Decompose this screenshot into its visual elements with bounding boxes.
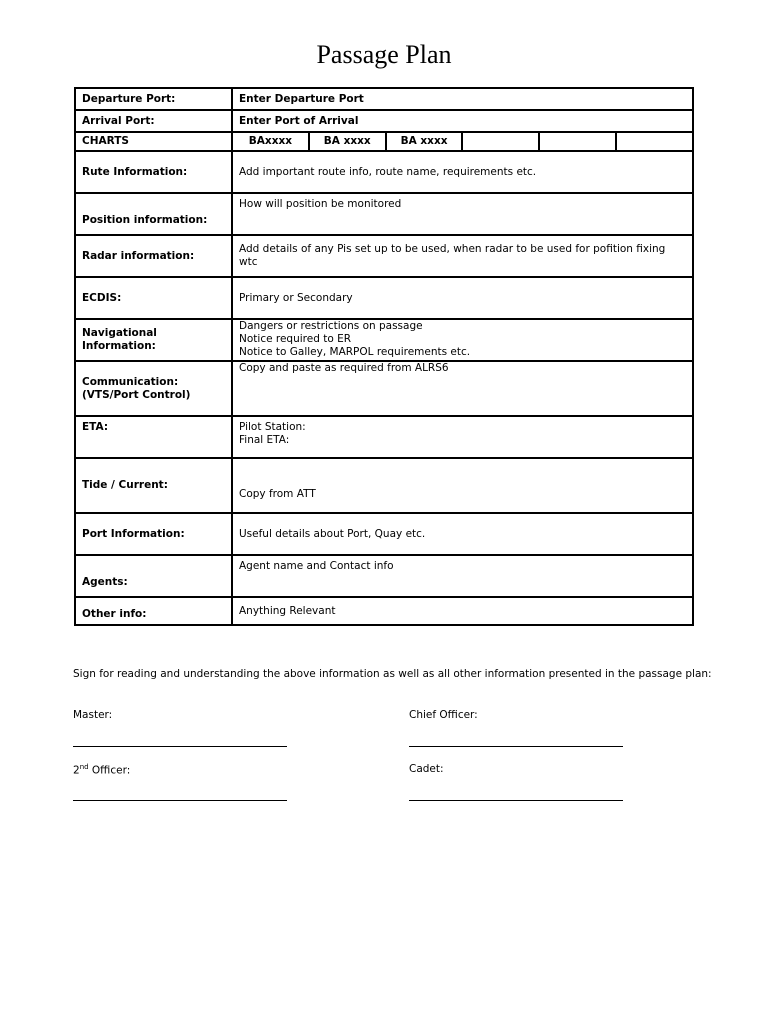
position-value[interactable]: How will position be monitored — [232, 193, 693, 235]
tide-value[interactable]: Copy from ATT — [232, 458, 693, 513]
tide-label: Tide / Current: — [75, 458, 232, 513]
agents-label: Agents: — [75, 555, 232, 597]
position-row — [75, 193, 693, 235]
navigational-line: Notice required to ER — [239, 333, 352, 345]
passage-plan-table — [74, 87, 694, 626]
second-officer-label — [73, 763, 130, 777]
chart-cell[interactable] — [616, 132, 693, 151]
port-row — [75, 513, 693, 555]
sign-instruction: Sign for reading and understanding the above information as well as all other information presented in the passage plan: — [73, 668, 712, 680]
position-label: Position information: — [75, 193, 232, 235]
page-title: Passage Plan — [316, 40, 452, 69]
communication-value[interactable]: Copy and paste as required from ALRS6 — [232, 361, 693, 416]
second-officer-signature-line[interactable] — [73, 800, 287, 801]
ecdis-row — [75, 277, 693, 319]
eta-label: ETA: — [75, 416, 232, 458]
second-officer-text: Officer: — [88, 764, 131, 777]
navigational-line: Notice to Galley, MARPOL requirements etc. — [239, 346, 471, 358]
navigational-value[interactable] — [232, 319, 693, 361]
port-label: Port Information: — [75, 513, 232, 555]
chief-officer-signature-line[interactable] — [409, 746, 623, 747]
chart-cell[interactable]: BAxxxx — [232, 132, 309, 151]
chart-cell[interactable] — [539, 132, 616, 151]
ecdis-value[interactable]: Primary or Secondary — [232, 277, 693, 319]
cadet-label: Cadet: — [409, 763, 444, 775]
departure-label: Departure Port: — [75, 88, 232, 110]
second-officer-number: 2 — [73, 764, 80, 777]
eta-row — [75, 416, 693, 458]
chief-officer-label: Chief Officer: — [409, 709, 478, 721]
chart-cell[interactable] — [462, 132, 539, 151]
charts-label: CHARTS — [75, 132, 232, 151]
chart-cell[interactable]: BA xxxx — [309, 132, 386, 151]
port-value[interactable]: Useful details about Port, Quay etc. — [232, 513, 693, 555]
eta-line: Final ETA: — [239, 434, 290, 446]
radar-value[interactable]: Add details of any Pis set up to be used, when radar to be used for pofition fixing wtc — [232, 235, 693, 277]
arrival-label: Arrival Port: — [75, 110, 232, 132]
communication-label — [75, 361, 232, 416]
other-row — [75, 597, 693, 625]
route-label: Rute Information: — [75, 151, 232, 193]
tide-row — [75, 458, 693, 513]
route-row — [75, 151, 693, 193]
agents-row — [75, 555, 693, 597]
radar-row — [75, 235, 693, 277]
route-value[interactable]: Add important route info, route name, requirements etc. — [232, 151, 693, 193]
master-label: Master: — [73, 709, 113, 721]
arrival-row — [75, 110, 693, 132]
departure-value[interactable]: Enter Departure Port — [232, 88, 693, 110]
charts-row — [75, 132, 693, 151]
navigational-row — [75, 319, 693, 361]
other-value[interactable]: Anything Relevant — [232, 597, 693, 625]
communication-label-line2: (VTS/Port Control) — [82, 388, 191, 401]
eta-line: Pilot Station: — [239, 421, 306, 433]
navigational-label: Navigational Information: — [75, 319, 232, 361]
eta-value[interactable] — [232, 416, 693, 458]
master-signature-line[interactable] — [73, 746, 287, 747]
cadet-signature-line[interactable] — [409, 800, 623, 801]
radar-label: Radar information: — [75, 235, 232, 277]
ecdis-label: ECDIS: — [75, 277, 232, 319]
communication-label-line1: Communication: — [82, 375, 179, 388]
communication-row — [75, 361, 693, 416]
second-officer-ordinal: nd — [79, 763, 89, 771]
arrival-value[interactable]: Enter Port of Arrival — [232, 110, 693, 132]
departure-row — [75, 88, 693, 110]
navigational-line: Dangers or restrictions on passage — [239, 320, 423, 332]
agents-value[interactable]: Agent name and Contact info — [232, 555, 693, 597]
chart-cell[interactable]: BA xxxx — [386, 132, 463, 151]
other-label: Other info: — [75, 597, 232, 625]
